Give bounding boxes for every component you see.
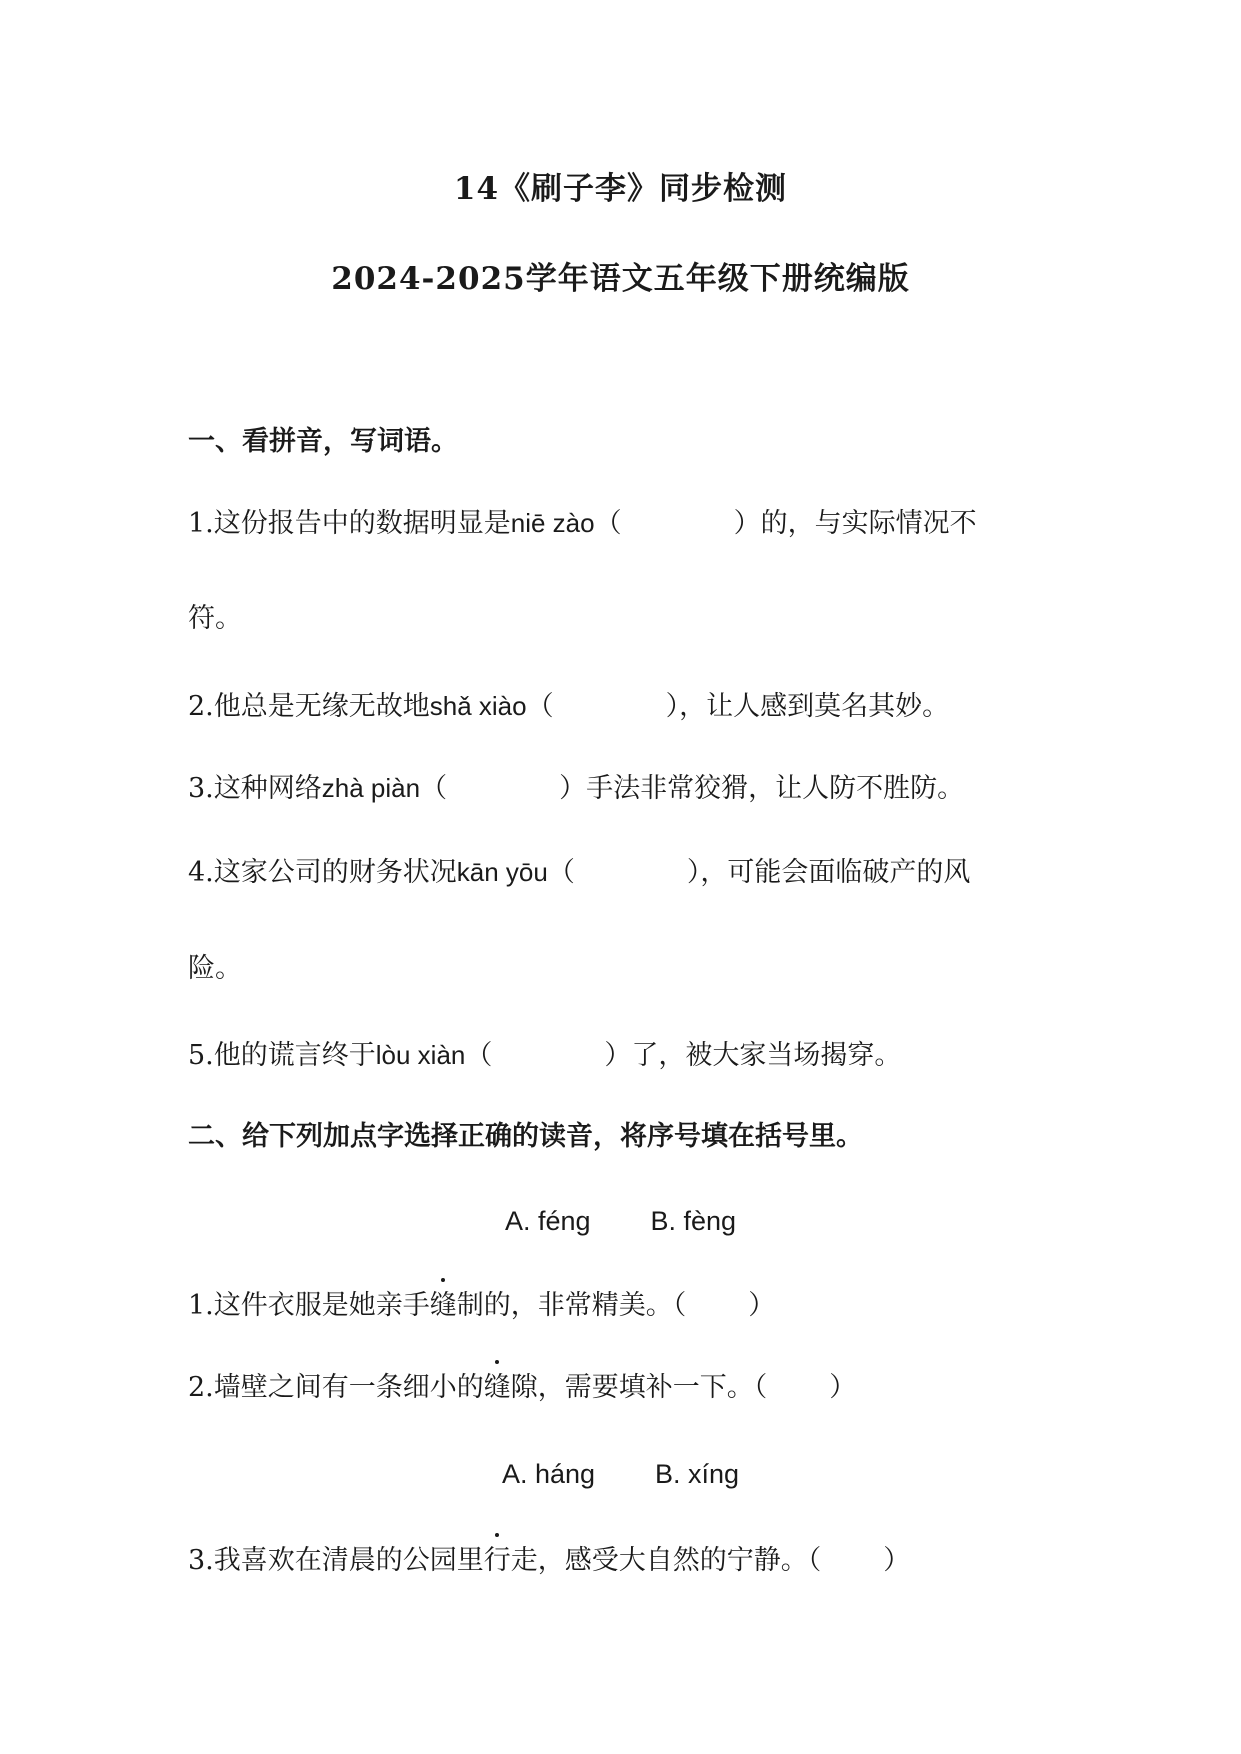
question-1-2 — [188, 686, 949, 727]
close-paren: ） — [829, 1372, 857, 1403]
close-paren: ） — [883, 1545, 911, 1576]
question-text: 4.这家公司的财务状况 — [188, 857, 457, 888]
open-paren: （ — [420, 773, 448, 804]
open-paren: （ — [526, 691, 554, 722]
pinyin: niē zào — [510, 508, 595, 538]
close-paren: ） — [686, 857, 701, 888]
question-2-1 — [188, 1286, 775, 1326]
dotted-character: 缝 — [484, 1368, 511, 1408]
option-a: A. féng — [504, 1206, 591, 1236]
option-b: B. fèng — [650, 1206, 737, 1236]
question-text: ，可能会面临破产的风 — [700, 857, 971, 888]
section2-heading: 二、给下列加点字选择正确的读音，将序号填在括号里。 — [188, 1121, 863, 1152]
question-2-3 — [188, 1541, 910, 1581]
close-paren: ） — [559, 773, 587, 804]
question-text: 2.墙壁之间有一条细小的 — [188, 1372, 484, 1403]
page-subtitle: 2024-2025学年语文五年级下册统编版 — [331, 261, 910, 297]
question-1-5 — [188, 1035, 901, 1076]
question-1-3 — [188, 768, 964, 809]
option-a: A. háng — [501, 1459, 596, 1489]
close-paren: ） — [665, 691, 680, 722]
option-b: B. xíng — [655, 1459, 740, 1489]
question-text: 制的，非常精美。（ — [456, 1290, 687, 1321]
question-text: 2.他总是无缘无故地 — [188, 691, 430, 722]
dotted-character: 缝 — [430, 1286, 457, 1326]
pinyin: lòu xiàn — [375, 1040, 466, 1070]
close-paren: ） — [604, 1040, 632, 1071]
question-2-2 — [188, 1368, 856, 1408]
question-1-4-continued: 险。 — [188, 953, 242, 984]
pronunciation-options-1 — [0, 1201, 1241, 1241]
close-paren: ） — [733, 508, 761, 539]
question-text: 3.我喜欢在清晨的公园里 — [188, 1545, 484, 1576]
question-text: 了，被大家当场揭穿。 — [631, 1040, 902, 1071]
question-1-1-continued: 符。 — [188, 603, 242, 634]
question-text: 1.这件衣服是她亲手 — [188, 1290, 430, 1321]
open-paren: （ — [594, 508, 622, 539]
section1-heading: 一、看拼音，写词语。 — [188, 426, 458, 457]
question-text: ，让人感到莫名其妙。 — [679, 691, 950, 722]
pinyin: kān yōu — [456, 857, 548, 887]
pinyin: shǎ xiào — [429, 691, 527, 721]
pinyin: zhà piàn — [321, 773, 421, 803]
question-text: 手法非常狡猾，让人防不胜防。 — [586, 773, 965, 804]
question-text: 3.这种网络 — [188, 773, 322, 804]
question-text: 1.这份报告中的数据明显是 — [188, 508, 511, 539]
question-text: 5.他的谎言终于 — [188, 1040, 376, 1071]
question-1-4 — [188, 852, 970, 893]
question-text: 的，与实际情况不 — [760, 508, 977, 539]
pronunciation-options-2 — [0, 1454, 1241, 1494]
page-title: 14《刷子李》同步检测 — [453, 171, 788, 207]
open-paren: （ — [547, 857, 575, 888]
open-paren: （ — [465, 1040, 493, 1071]
close-paren: ） — [748, 1290, 776, 1321]
question-1-1 — [188, 503, 977, 544]
question-text: 隙，需要填补一下。（ — [510, 1372, 768, 1403]
dotted-character: 行 — [484, 1541, 511, 1581]
question-text: 走，感受大自然的宁静。（ — [510, 1545, 822, 1576]
